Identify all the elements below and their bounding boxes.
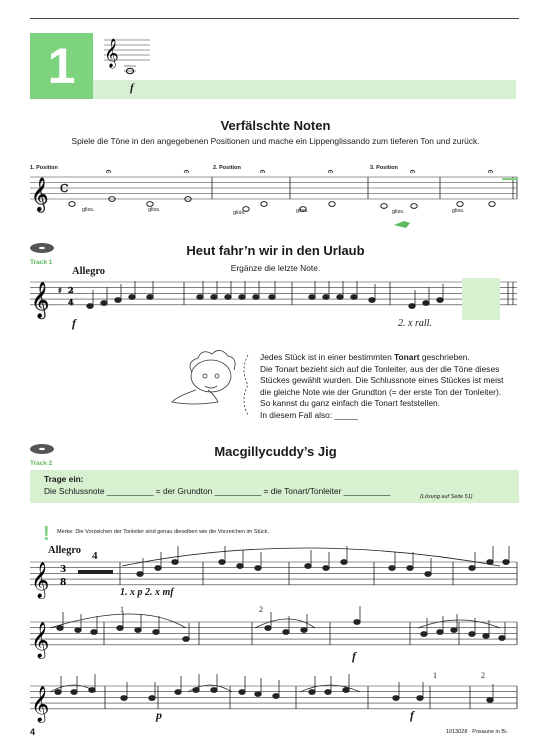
note-head-icon	[503, 560, 509, 565]
rest-count: 4	[92, 550, 98, 562]
green-mark	[502, 178, 518, 179]
note-head-icon	[351, 295, 357, 300]
note-head-icon	[129, 295, 135, 300]
note-head-icon	[381, 204, 387, 209]
info-line: In diesem Fall also: _____	[260, 409, 358, 420]
note-head-icon	[87, 304, 93, 309]
note-head-icon	[469, 632, 475, 637]
fermata-icon: 𝄐	[260, 167, 266, 177]
treble-clef-icon: 𝄞	[31, 281, 50, 318]
note-head-icon	[323, 295, 329, 300]
staff-4	[30, 606, 517, 659]
tempo-allegro-2: Allegro	[48, 545, 82, 556]
note-head-icon	[57, 626, 63, 631]
gliss-label: gliss.	[392, 209, 405, 215]
ending-1-label: 1	[433, 671, 437, 680]
note-head-icon	[175, 690, 181, 695]
note-head-icon	[101, 301, 107, 306]
note-head-icon	[135, 628, 141, 633]
dynamics-label: 1. x p 2. x mf	[120, 587, 174, 598]
note-head-icon	[269, 295, 275, 300]
note-head-icon	[91, 630, 97, 635]
tempo-allegro: Allegro	[72, 266, 106, 277]
staff-2	[30, 281, 517, 319]
note-head-icon	[457, 202, 463, 207]
staff-1	[30, 167, 517, 213]
note-head-icon	[389, 566, 395, 571]
position-label-3: 3. Position	[370, 165, 398, 171]
note-head-icon	[147, 295, 153, 300]
time-signature: 3	[60, 565, 67, 575]
page-number: 4	[30, 727, 36, 737]
note-head-icon	[243, 207, 249, 212]
note-head-icon	[325, 690, 331, 695]
note-head-icon	[172, 560, 178, 565]
ending-1-label: 1	[120, 605, 124, 614]
note-head-icon	[237, 564, 243, 569]
section2-title: Heut fahr’n wir in den Urlaub	[186, 243, 365, 258]
note-head-icon	[211, 688, 217, 693]
cartoon-thinker-icon	[172, 350, 235, 404]
note-head-icon	[407, 566, 413, 571]
note-head-icon	[147, 202, 153, 207]
hand-pointer-icon	[394, 221, 410, 228]
note-label: f	[130, 82, 134, 94]
note-head-icon	[309, 690, 315, 695]
ending-2-label: 2	[259, 605, 263, 614]
note-head-icon	[341, 560, 347, 565]
dynamic-p: p	[156, 708, 162, 722]
position-label-1: 1. Position	[30, 165, 58, 171]
note-head-icon	[487, 698, 493, 703]
note-head-icon	[423, 301, 429, 306]
info-line: Jedes Stück ist in einer bestimmten Tonart geschrieben.	[260, 352, 470, 362]
cd-icon	[30, 243, 54, 253]
time-signature: 2	[68, 285, 74, 295]
note-head-icon	[354, 620, 360, 625]
trage-line[interactable]: Die Schlussnote __________ = der Grundton __________ = die Tonart/Tonleiter __________	[44, 486, 391, 496]
note-head-icon	[197, 295, 203, 300]
note-head-icon	[75, 628, 81, 633]
note-head-icon	[469, 566, 475, 571]
note-head-icon	[121, 696, 127, 701]
time-signature: 8	[60, 578, 67, 588]
note-head-icon	[239, 690, 245, 695]
section1-title: Verfälschte Noten	[220, 118, 331, 133]
note-head-icon	[71, 690, 77, 695]
note-head-icon	[305, 564, 311, 569]
loesung-note: (Lösung auf Seite 51)	[420, 494, 473, 500]
note-head-icon	[309, 295, 315, 300]
fermata-icon: 𝄐	[106, 167, 112, 177]
treble-clef-icon: 𝄞	[31, 561, 50, 598]
dynamic-f-3: f	[410, 708, 414, 722]
sharp-icon: ♯	[58, 286, 62, 295]
note-head-icon	[115, 298, 121, 303]
dynamic-f-2: f	[352, 649, 356, 663]
treble-clef-icon: 𝄞	[31, 177, 49, 212]
info-line: die gleiche Note wie der Grundton (= der erste Ton der Tonleiter).	[260, 386, 502, 397]
note-head-icon	[155, 566, 161, 571]
note-head-icon	[69, 202, 75, 207]
note-head-icon	[137, 572, 143, 577]
note-head-icon	[117, 626, 123, 631]
exclamation-icon: !	[43, 523, 50, 545]
gliss-label: gliss.	[296, 208, 309, 214]
note-head-icon	[421, 632, 427, 637]
section1-instruction: Spiele die Töne in den angegebenen Positionen und mache ein Lippenglissando zum tieferen Ton und zurück.	[71, 136, 480, 146]
fermata-icon: 𝄐	[488, 167, 494, 177]
gliss-label: gliss.	[452, 208, 465, 214]
note-head-icon	[193, 688, 199, 693]
note-head-icon	[261, 202, 267, 207]
info-line: Stückes gewählt wurden. Die Schlussnote eines Stückes ist meist	[260, 375, 504, 386]
lesson-number: 1	[47, 38, 76, 94]
note-head-icon	[451, 628, 457, 633]
note-head-icon	[283, 630, 289, 635]
note-head-icon	[273, 694, 279, 699]
trage-label: Trage ein:	[44, 474, 84, 484]
note-head-icon	[253, 295, 259, 300]
gliss-label: gliss.	[82, 207, 95, 213]
common-time-icon: C	[60, 182, 69, 195]
note-head-icon	[255, 566, 261, 571]
note-head-icon	[300, 207, 306, 212]
note-head-icon	[301, 628, 307, 633]
publisher-line: 1013028 · Posaune in B♭	[446, 729, 508, 735]
note-head-icon	[225, 295, 231, 300]
treble-clef-icon: 𝄞	[31, 621, 50, 658]
time-signature: 4	[68, 297, 74, 307]
fermata-icon: 𝄐	[410, 167, 416, 177]
note-head-icon	[153, 630, 159, 635]
treble-clef-icon: 𝄞	[104, 38, 119, 67]
info-line: Die Tonart bezieht sich auf die Tonleiter, aus der die Töne dieses	[260, 363, 500, 374]
slur-icon	[255, 619, 315, 628]
note-head-icon	[183, 637, 189, 642]
dotted-divider	[244, 355, 248, 415]
dynamic-f: f	[72, 316, 76, 330]
note-head-icon	[437, 298, 443, 303]
note-head-icon	[499, 636, 505, 641]
answer-box	[462, 278, 500, 320]
note-head-icon	[55, 690, 61, 695]
note-head-icon	[337, 295, 343, 300]
note-head-icon	[393, 696, 399, 701]
section2-instruction: Ergänze die letzte Note.	[230, 263, 321, 273]
note-head-icon	[409, 304, 415, 309]
info-line: So kannst du ganz einfach die Tonart feststellen.	[260, 398, 441, 409]
fermata-icon: 𝄐	[184, 167, 190, 177]
info-bold-word: Tonart	[394, 352, 420, 362]
merke-note: Merke: Die Vorzeichen der Tonleiter sind genau dieselben wie die Vorzeichen im Stück.	[57, 529, 270, 535]
note-head-icon	[411, 204, 417, 209]
info-line-pre: Jedes Stück ist in einer bestimmten	[260, 352, 395, 362]
position-label-2: 2. Position	[213, 165, 241, 171]
note-head-icon	[149, 696, 155, 701]
rall-label: 2. x rall.	[398, 318, 432, 329]
note-head-icon	[343, 688, 349, 693]
section3-title: Macgillycuddy’s Jig	[214, 444, 337, 459]
multi-rest-bar	[78, 570, 113, 574]
note-head-icon	[489, 202, 495, 207]
treble-clef-icon: 𝄞	[31, 685, 50, 722]
note-head-icon	[369, 298, 375, 303]
gliss-label: gliss.	[148, 207, 161, 213]
note-head-icon	[329, 202, 335, 207]
track-1-label: Track 1	[30, 259, 53, 266]
fermata-icon: 𝄐	[328, 167, 334, 177]
staff-5	[30, 674, 517, 723]
ending-2-label: 2	[481, 671, 485, 680]
note-head-icon	[219, 560, 225, 565]
note-head-icon	[255, 692, 261, 697]
note-head-icon	[437, 630, 443, 635]
note-head-icon	[265, 626, 271, 631]
note-head-icon	[211, 295, 217, 300]
gliss-label: gliss.	[233, 210, 246, 216]
note-head-icon	[239, 295, 245, 300]
cd-icon	[30, 444, 54, 454]
note-head-icon	[323, 566, 329, 571]
staff-3	[30, 546, 517, 599]
note-head-icon	[483, 634, 489, 639]
track-2-label: Track 2	[30, 460, 53, 467]
note-head-icon	[425, 572, 431, 577]
note-head-icon	[417, 696, 423, 701]
